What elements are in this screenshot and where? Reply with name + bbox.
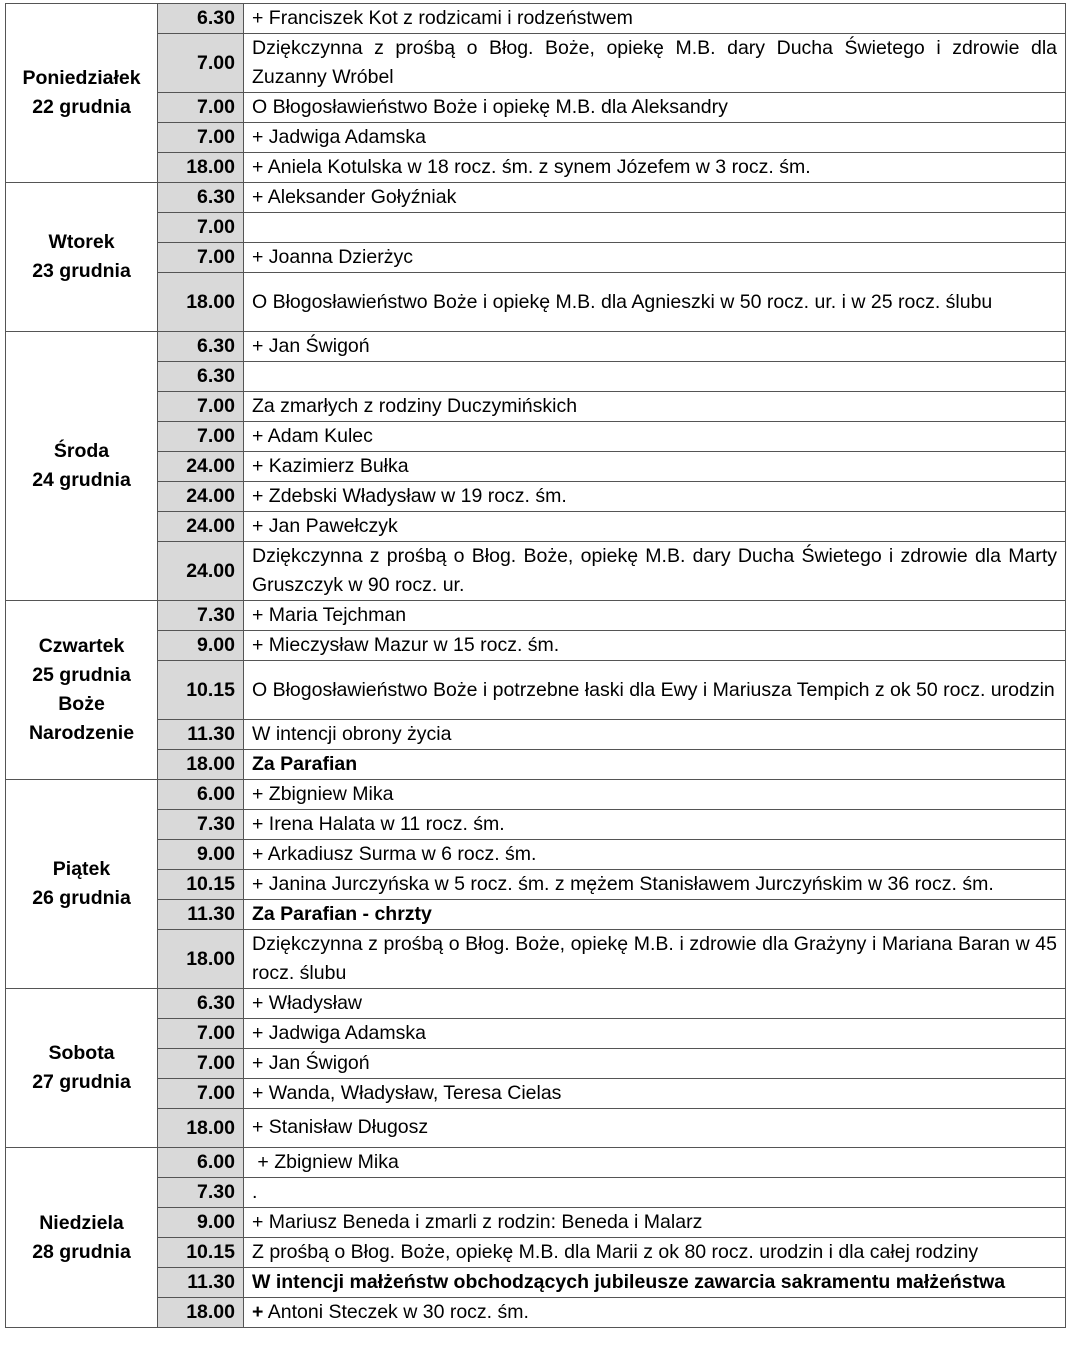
day-name: Wtorek (48, 231, 115, 253)
table-row (6, 452, 1066, 482)
day-cell-thursday (6, 601, 158, 780)
table-row (6, 123, 1066, 153)
mass-intention: + Mariusz Beneda i zmarli z rodzin: Beneda i Malarz (244, 1208, 1066, 1238)
mass-time: 18.00 (158, 153, 244, 183)
day-date: 25 grudnia (32, 664, 131, 686)
mass-time: 6.30 (158, 183, 244, 213)
day-cell-saturday (6, 989, 158, 1148)
table-row (6, 780, 1066, 810)
mass-intention: Dziękczynna z prośbą o Błog. Boże, opiekę M.B. dary Ducha Świetego i zdrowie dla Zuzanny Wróbel (244, 34, 1066, 93)
day-date: 24 grudnia (32, 469, 131, 491)
mass-time: 7.00 (158, 1049, 244, 1079)
table-row (6, 422, 1066, 452)
mass-time: 10.15 (158, 870, 244, 900)
feast-name-line2: Narodzenie (28, 722, 135, 744)
mass-time: 24.00 (158, 512, 244, 542)
mass-intention: + Jan Pawełczyk (244, 512, 1066, 542)
mass-time: 24.00 (158, 542, 244, 601)
table-row (6, 1178, 1066, 1208)
mass-intention: + Zbigniew Mika (244, 780, 1066, 810)
mass-intention (244, 362, 1066, 392)
mass-time: 9.00 (158, 1208, 244, 1238)
table-row (6, 750, 1066, 780)
mass-intention: O Błogosławieństwo Boże i opiekę M.B. dla Agnieszki w 50 rocz. ur. i w 25 rocz. ślubu (244, 273, 1066, 332)
mass-intention: + Aniela Kotulska w 18 rocz. śm. z synem Józefem w 3 rocz. śm. (244, 153, 1066, 183)
day-name: Piątek (52, 858, 111, 880)
table-row (6, 332, 1066, 362)
mass-time: 9.00 (158, 631, 244, 661)
mass-intention: W intencji obrony życia (244, 720, 1066, 750)
table-row (6, 1268, 1066, 1298)
table-row (6, 631, 1066, 661)
mass-intention: Za zmarłych z rodziny Duczymińskich (244, 392, 1066, 422)
mass-intention: + Wanda, Władysław, Teresa Cielas (244, 1079, 1066, 1109)
mass-intention: + Franciszek Kot z rodzicami i rodzeństwem (244, 4, 1066, 34)
mass-intention-text: Antoni Steczek w 30 rocz. śm. (263, 1301, 529, 1323)
mass-time: 7.00 (158, 93, 244, 123)
deceased-cross-marker: + (252, 1301, 264, 1323)
table-row (6, 213, 1066, 243)
table-row (6, 810, 1066, 840)
mass-intention: Z prośbą o Błog. Boże, opiekę M.B. dla Marii z ok 80 rocz. urodzin i dla całej rodziny (244, 1238, 1066, 1268)
mass-time: 9.00 (158, 840, 244, 870)
mass-intention: + Joanna Dzierżyc (244, 243, 1066, 273)
day-name: Niedziela (39, 1211, 124, 1234)
mass-schedule-table (5, 3, 1066, 1328)
mass-intention: Dziękczynna z prośbą o Błog. Boże, opiekę M.B. dary Ducha Świetego i zdrowie dla Marty Gruszczyk w 90 rocz. ur. (244, 542, 1066, 601)
day-cell-friday (6, 780, 158, 989)
mass-time: 7.00 (158, 1079, 244, 1109)
table-row (6, 4, 1066, 34)
mass-intention: + Jan Świgoń (244, 1049, 1066, 1079)
mass-intention: + Zdebski Władysław w 19 rocz. śm. (244, 482, 1066, 512)
table-row (6, 1298, 1066, 1328)
table-row (6, 601, 1066, 631)
mass-time: 7.30 (158, 601, 244, 631)
table-row (6, 542, 1066, 601)
table-row (6, 1079, 1066, 1109)
day-name: Czwartek (38, 635, 125, 657)
table-row (6, 989, 1066, 1019)
mass-time: 18.00 (158, 750, 244, 780)
mass-intention: + Jadwiga Adamska (244, 123, 1066, 153)
table-row (6, 900, 1066, 930)
table-row (6, 153, 1066, 183)
mass-intention: + Aleksander Gołyźniak (244, 183, 1066, 213)
mass-time: 18.00 (158, 930, 244, 989)
day-date: 27 grudnia (32, 1071, 131, 1093)
mass-intention: Dziękczynna z prośbą o Błog. Boże, opiekę M.B. i zdrowie dla Grażyny i Mariana Baran w 45 rocz. ślubu (244, 930, 1066, 989)
table-row (6, 482, 1066, 512)
mass-intention (244, 1298, 1066, 1328)
mass-time: 11.30 (158, 1268, 244, 1298)
mass-time: 11.30 (158, 900, 244, 930)
table-row (6, 870, 1066, 900)
mass-time: 10.15 (158, 661, 244, 720)
table-row (6, 512, 1066, 542)
mass-intention: + Kazimierz Bułka (244, 452, 1066, 482)
mass-intention: + Janina Jurczyńska w 5 rocz. śm. z mężem Stanisławem Jurczyńskim w 36 rocz. śm. (244, 870, 1066, 900)
day-cell-sunday (6, 1148, 158, 1328)
mass-time: 7.00 (158, 123, 244, 153)
mass-time: 7.00 (158, 243, 244, 273)
mass-time: 6.30 (158, 362, 244, 392)
mass-intention: + Arkadiusz Surma w 6 rocz. śm. (244, 840, 1066, 870)
mass-intention: + Adam Kulec (244, 422, 1066, 452)
mass-time: 6.00 (158, 1148, 244, 1178)
table-row (6, 661, 1066, 720)
mass-time: 24.00 (158, 452, 244, 482)
table-row (6, 840, 1066, 870)
table-row (6, 243, 1066, 273)
table-row (6, 183, 1066, 213)
day-date: 28 grudnia (32, 1240, 131, 1263)
mass-time: 7.00 (158, 213, 244, 243)
feast-name-line1: Boże (58, 693, 105, 715)
mass-time: 7.30 (158, 1178, 244, 1208)
day-name: Środa (53, 440, 110, 462)
table-row (6, 1049, 1066, 1079)
day-name: Poniedziałek (22, 67, 141, 89)
mass-intention: W intencji małżeństw obchodzących jubileusze zawarcia sakramentu małżeństwa (244, 1268, 1066, 1298)
mass-intention (244, 213, 1066, 243)
day-cell-tuesday (6, 183, 158, 332)
table-row (6, 1109, 1066, 1148)
mass-intention: + Jan Świgoń (244, 332, 1066, 362)
table-row (6, 392, 1066, 422)
mass-intention: Za Parafian (244, 750, 1066, 780)
table-row (6, 273, 1066, 332)
mass-time: 10.15 (158, 1238, 244, 1268)
mass-time: 18.00 (158, 1109, 244, 1148)
mass-intention: . (244, 1178, 1066, 1208)
table-row (6, 1019, 1066, 1049)
day-cell-monday (6, 4, 158, 183)
day-cell-wednesday (6, 332, 158, 601)
mass-intention: O Błogosławieństwo Boże i opiekę M.B. dla Aleksandry (244, 93, 1066, 123)
mass-intentions-page (5, 3, 1066, 1328)
table-row (6, 1148, 1066, 1178)
mass-intention: + Jadwiga Adamska (244, 1019, 1066, 1049)
day-name: Sobota (48, 1042, 115, 1064)
mass-time: 6.00 (158, 780, 244, 810)
day-date: 23 grudnia (32, 260, 131, 282)
table-row (6, 1238, 1066, 1268)
mass-time: 7.00 (158, 1019, 244, 1049)
mass-intention: + Irena Halata w 11 rocz. śm. (244, 810, 1066, 840)
mass-time: 7.30 (158, 810, 244, 840)
mass-time: 24.00 (158, 482, 244, 512)
mass-time: 18.00 (158, 273, 244, 332)
mass-intention: + Stanisław Długosz (244, 1109, 1066, 1148)
mass-time: 11.30 (158, 720, 244, 750)
mass-time: 7.00 (158, 34, 244, 93)
mass-intention: + Władysław (244, 989, 1066, 1019)
table-row (6, 93, 1066, 123)
mass-time: 6.30 (158, 332, 244, 362)
mass-time: 6.30 (158, 4, 244, 34)
mass-intention: + Zbigniew Mika (244, 1148, 1066, 1178)
mass-intention: + Maria Tejchman (244, 601, 1066, 631)
mass-time: 6.30 (158, 989, 244, 1019)
day-date: 26 grudnia (32, 887, 131, 909)
day-date: 22 grudnia (32, 96, 131, 118)
mass-intention: + Mieczysław Mazur w 15 rocz. śm. (244, 631, 1066, 661)
table-row (6, 34, 1066, 93)
mass-time: 7.00 (158, 392, 244, 422)
mass-intention: Za Parafian - chrzty (244, 900, 1066, 930)
mass-intention: O Błogosławieństwo Boże i potrzebne łaski dla Ewy i Mariusza Tempich z ok 50 rocz. urodzin (244, 661, 1066, 720)
table-row (6, 720, 1066, 750)
table-row (6, 930, 1066, 989)
mass-time: 18.00 (158, 1298, 244, 1328)
table-row (6, 362, 1066, 392)
table-row (6, 1208, 1066, 1238)
mass-time: 7.00 (158, 422, 244, 452)
